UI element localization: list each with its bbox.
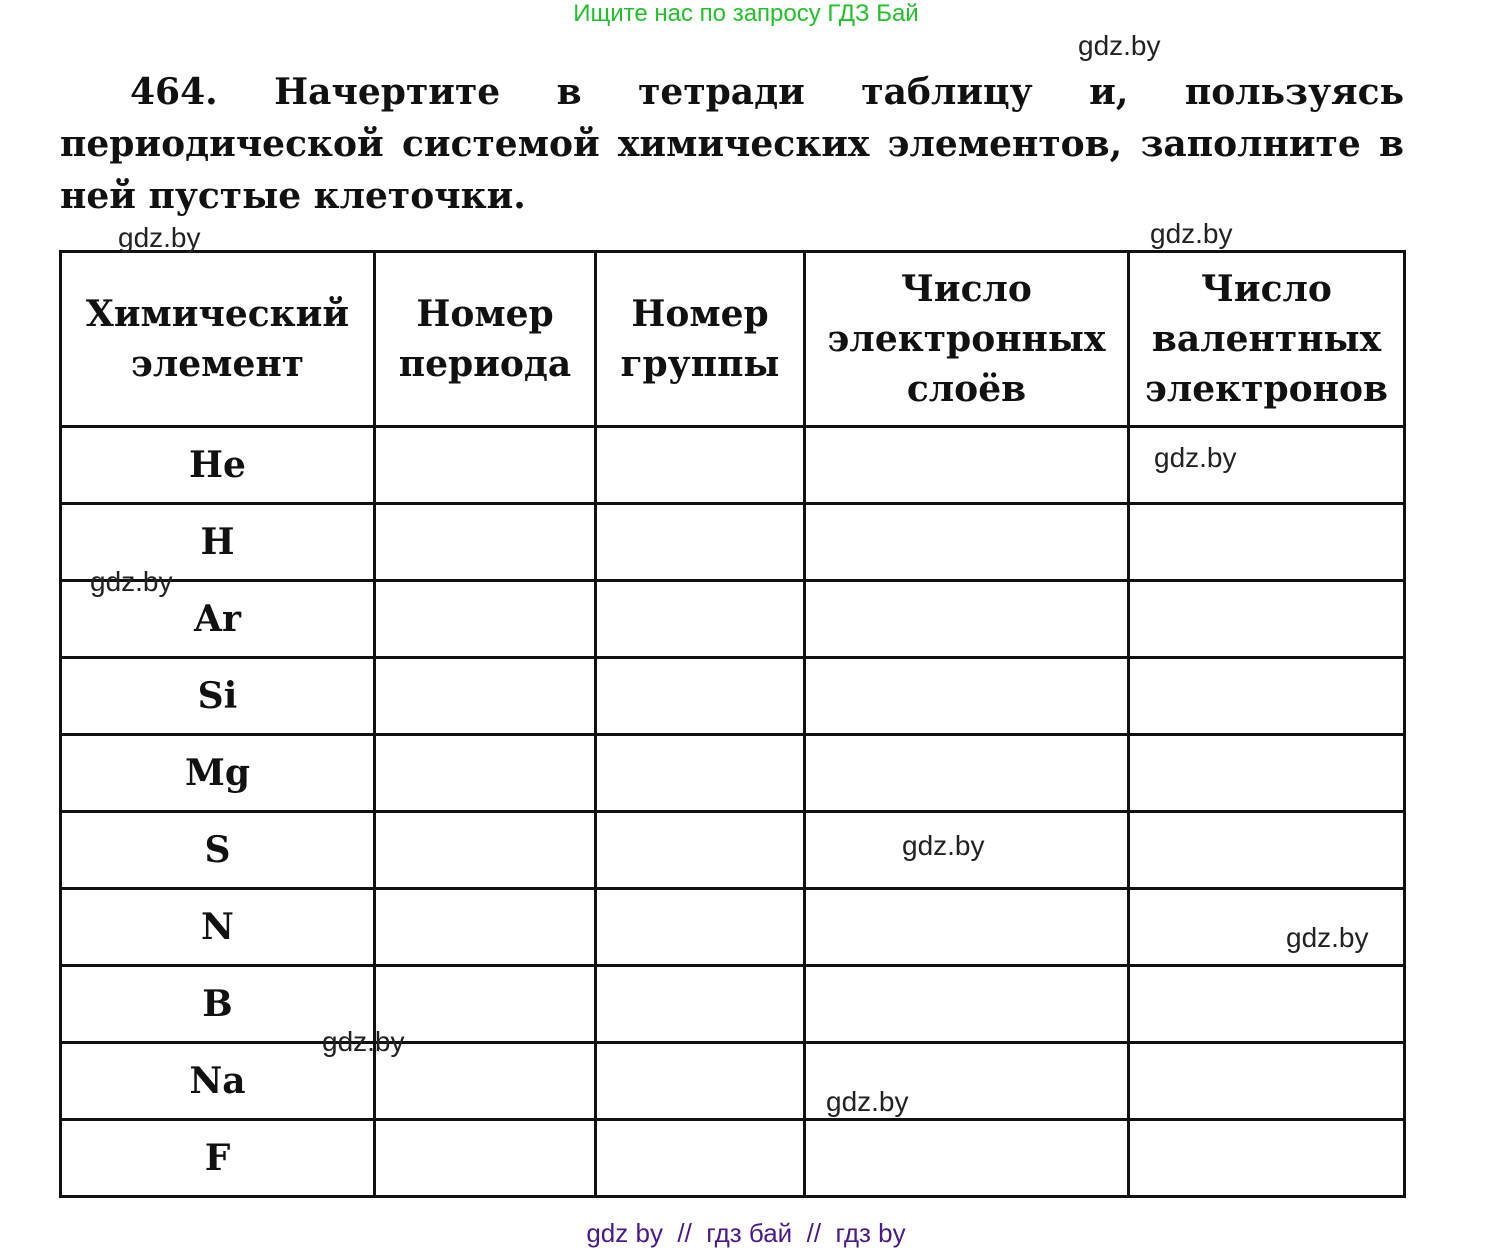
elements-table	[59, 250, 1406, 1198]
column-header: Химический элемент	[61, 252, 375, 427]
empty-cell	[596, 658, 805, 735]
empty-cell	[805, 966, 1129, 1043]
task-text	[60, 66, 1404, 222]
element-symbol: S	[61, 812, 375, 889]
element-symbol: He	[61, 427, 375, 504]
empty-cell	[1129, 658, 1405, 735]
empty-cell	[375, 658, 596, 735]
column-header: Номер группы	[596, 252, 805, 427]
table-row	[61, 889, 1405, 966]
empty-cell	[805, 581, 1129, 658]
empty-cell	[1129, 581, 1405, 658]
empty-cell	[596, 1120, 805, 1197]
empty-cell	[805, 889, 1129, 966]
empty-cell	[596, 966, 805, 1043]
task-number: 464.	[130, 71, 218, 113]
watermark: gdz.by	[1154, 442, 1237, 473]
task-body: Начертите в тетради таблицу и, пользуясь периодической системой химических элементов, заполните в ней пустые клеточки.	[60, 71, 1404, 217]
empty-cell	[375, 1043, 596, 1120]
table-row	[61, 1120, 1405, 1197]
element-symbol: Si	[61, 658, 375, 735]
element-symbol: N	[61, 889, 375, 966]
watermark: gdz.by	[902, 830, 985, 861]
watermark: gdz.by	[1078, 30, 1161, 61]
column-header: Число электронных слоёв	[805, 252, 1129, 427]
empty-cell	[1129, 735, 1405, 812]
empty-cell	[375, 504, 596, 581]
empty-cell	[375, 1120, 596, 1197]
column-header: Номер периода	[375, 252, 596, 427]
empty-cell	[375, 889, 596, 966]
element-symbol: Na	[61, 1043, 375, 1120]
table-row	[61, 966, 1405, 1043]
watermark: gdz.by	[1286, 922, 1369, 953]
empty-cell	[375, 966, 596, 1043]
element-symbol: Ar	[61, 581, 375, 658]
empty-cell	[596, 1043, 805, 1120]
watermark: gdz.by	[1150, 218, 1233, 249]
watermark: gdz.by	[322, 1026, 405, 1057]
element-symbol: B	[61, 966, 375, 1043]
empty-cell	[596, 427, 805, 504]
empty-cell	[805, 658, 1129, 735]
footer-links: gdz by // гдз бай // гдз by	[586, 1218, 906, 1248]
table-row	[61, 735, 1405, 812]
empty-cell	[375, 427, 596, 504]
empty-cell	[596, 581, 805, 658]
header-row	[61, 252, 1405, 427]
empty-cell	[1129, 504, 1405, 581]
empty-cell	[375, 581, 596, 658]
table-row	[61, 812, 1405, 889]
empty-cell	[1129, 966, 1405, 1043]
empty-cell	[805, 427, 1129, 504]
search-banner: Ищите нас по запросу ГДЗ Бай	[573, 0, 919, 27]
element-symbol: Mg	[61, 735, 375, 812]
empty-cell	[596, 889, 805, 966]
element-symbol: H	[61, 504, 375, 581]
empty-cell	[805, 504, 1129, 581]
empty-cell	[596, 735, 805, 812]
column-header: Число валентных электронов	[1129, 252, 1405, 427]
element-symbol: F	[61, 1120, 375, 1197]
watermark: gdz.by	[90, 566, 173, 597]
empty-cell	[1129, 812, 1405, 889]
empty-cell	[375, 812, 596, 889]
empty-cell	[805, 735, 1129, 812]
empty-cell	[596, 812, 805, 889]
table-row	[61, 504, 1405, 581]
empty-cell	[805, 1120, 1129, 1197]
empty-cell	[596, 504, 805, 581]
table-row	[61, 1043, 1405, 1120]
empty-cell	[1129, 1043, 1405, 1120]
table-row	[61, 581, 1405, 658]
empty-cell	[1129, 1120, 1405, 1197]
watermark: gdz.by	[826, 1086, 909, 1117]
table-row	[61, 658, 1405, 735]
empty-cell	[375, 735, 596, 812]
watermark: gdz.by	[118, 222, 201, 253]
